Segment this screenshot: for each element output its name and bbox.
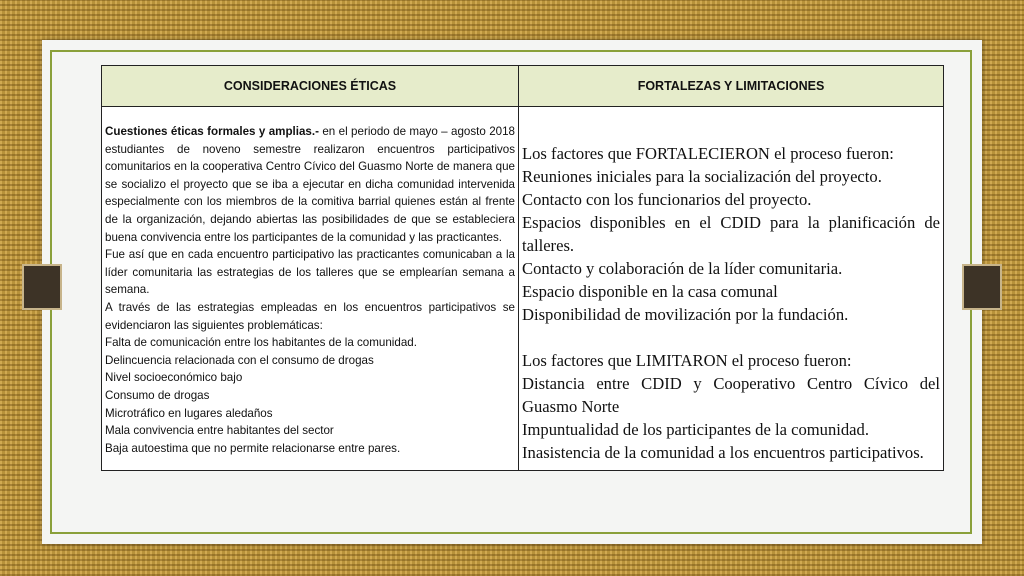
left-side-tab: [22, 264, 62, 310]
strength-item: Espacios disponibles en el CDID para la planificación de talleres.: [522, 213, 940, 255]
paragraph-body: en el periodo de mayo – agosto 2018 estudiantes de noveno semestre realizaron encuentros participativos comunitarios en la cooperativa Centro Cívico del Guasmo Norte de manera que se socializo el proyecto que se iba a ejecutar en dicha comunidad intervenida especialmente con los miembros de la comitiva barrial quienes están al frente de la organización, dejando abiertas las posibilidades de que se estableciera buena convivencia entre los participantes de la comunidad y las practicantes.: [105, 125, 515, 244]
section-spacer: [522, 326, 940, 349]
problem-item: Consumo de drogas: [105, 388, 210, 402]
strengths-limitations-cell: [519, 107, 944, 471]
paragraph-strategies: A través de las estrategias empleadas en los encuentros participativos se evidenciaron las siguientes problemáticas:: [105, 300, 515, 332]
problem-item: Mala convivencia entre habitantes del sector: [105, 424, 334, 438]
problem-item: Nivel socioeconómico bajo: [105, 371, 243, 385]
problem-item: Microtráfico en lugares aledaños: [105, 406, 273, 420]
strength-item: Contacto con los funcionarios del proyecto.: [522, 190, 812, 209]
limits-intro: Los factores que LIMITARON el proceso fueron:: [522, 351, 852, 370]
right-side-tab: [962, 264, 1002, 310]
problem-item: Falta de comunicación entre los habitantes de la comunidad.: [105, 336, 417, 350]
ethical-considerations-cell: [102, 107, 519, 471]
limit-item: Impuntualidad de los participantes de la comunidad.: [522, 420, 869, 439]
strength-item: Espacio disponible en la casa comunal: [522, 282, 778, 301]
limit-item: Inasistencia de la comunidad a los encuentros participativos.: [522, 443, 924, 462]
strength-item: Reuniones iniciales para la socialización del proyecto.: [522, 167, 882, 186]
header-ethical-considerations: CONSIDERACIONES ÉTICAS: [102, 66, 519, 107]
problem-item: Baja autoestima que no permite relacionarse entre pares.: [105, 441, 401, 455]
paragraph-lead: Cuestiones éticas formales y amplias.-: [105, 125, 319, 138]
table-header-row: [102, 66, 944, 107]
strength-item: Contacto y colaboración de la líder comunitaria.: [522, 259, 843, 278]
strength-item: Disponibilidad de movilización por la fundación.: [522, 305, 849, 324]
header-strengths-limitations: FORTALEZAS Y LIMITACIONES: [519, 66, 944, 107]
table-body-row: [102, 107, 944, 471]
problem-item: Delincuencia relacionada con el consumo de drogas: [105, 353, 374, 367]
paragraph-encounters: Fue así que en cada encuentro participativo las practicantes comunicaban a la líder comunitaria las estrategias de los talleres que se emplearían semana a semana.: [105, 248, 515, 297]
paragraph-formal-ethics: [105, 123, 515, 246]
limit-item: Distancia entre CDID y Cooperativo Centro Cívico del Guasmo Norte: [522, 374, 940, 416]
strengths-intro: Los factores que FORTALECIERON el proceso fueron:: [522, 144, 894, 163]
ethics-table: [101, 65, 944, 471]
